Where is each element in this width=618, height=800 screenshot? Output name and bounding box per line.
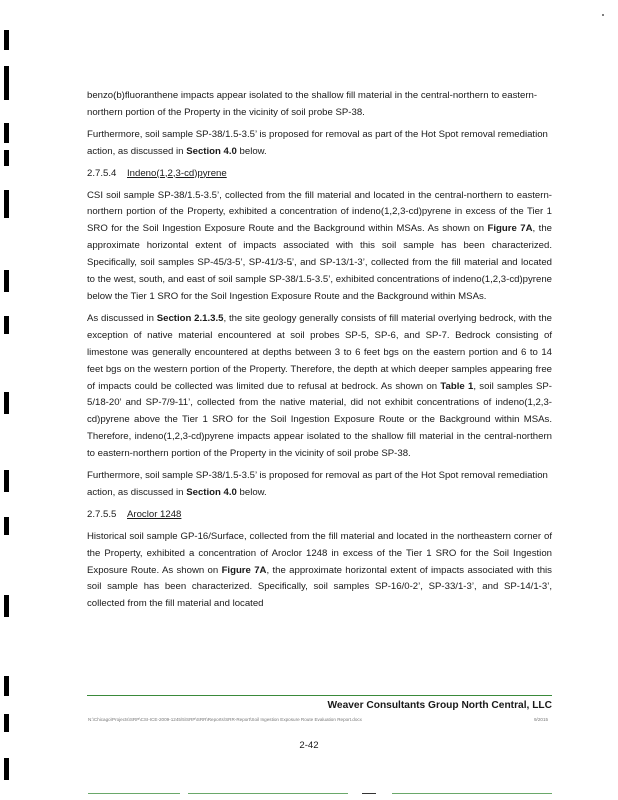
paragraph: benzo(b)fluoranthene impacts appear isolated to the shallow fill material in the central-northern to eastern-northern portion of the Property in the vicinity of soil probe SP-38. <box>87 90 538 118</box>
footer-date: 9/2015 <box>534 717 549 722</box>
scan-artifact-line <box>392 793 552 794</box>
footer-rule <box>87 695 552 696</box>
section-heading <box>87 166 552 183</box>
section-number: 2.7.5.4 <box>87 167 117 179</box>
footer-company-name: Weaver Consultants Group North Central, LLC <box>327 700 552 711</box>
section-heading <box>87 507 552 524</box>
section-number: 2.7.5.5 <box>87 508 117 520</box>
section-title: Indeno(1,2,3-cd)pyrene <box>127 167 227 179</box>
paragraph: As discussed in Section 2.1.3.5, the site geology generally consists of fill material overlying bedrock, with the exception of native material encountered at soil probes SP-5, SP-6, and SP-7. Bedrock consisting of limestone was generally encountered at depths between 3 to 6 feet bgs on the eastern portion and 6 to 14 feet bgs on the western portion of the Property. Therefore, the depth at which deeper samples appearing free of impacts could be collected was limited due to refusal at bedrock. As shown on Table 1, soil samples SP-5/18-20’ and SP-7/9-11’, collected from the native material, did not exhibit concentrations of indeno(1,2,3-cd)pyrene above the Tier 1 SRO for the Soil Ingestion Exposure Route or the Background within MSAs. Therefore, indeno(1,2,3-cd)pyrene impacts appear isolated to the shallow fill material in the central-northern to eastern-northern portion of the Property in the vicinity of soil probe SP-38. <box>87 312 553 460</box>
scan-edge-marks <box>4 0 12 800</box>
section-reference: Section 4.0 <box>186 145 237 157</box>
figure-reference: Figure 7A <box>221 564 267 576</box>
body-text <box>87 88 552 618</box>
section-reference: Section 2.1.3.5 <box>156 312 224 324</box>
section-title: Aroclor 1248 <box>127 508 182 520</box>
paragraph: Historical soil sample GP-16/Surface, collected from the fill material and located in the northeastern corner of the Property, exhibited a concentration of Aroclor 1248 in excess of the Tier 1 SRO for the Soil Ingestion Exposure Route. As shown on Figure 7A, the approximate horizontal extent of impacts associated with this soil sample has been characterized. Specifically, soil samples SP-16/0-2’, SP-33/1-3’, and SP-14/1-3’, collected from the fill material and located <box>87 530 552 610</box>
scan-artifact-line <box>88 793 180 794</box>
scan-artifact-line <box>362 793 376 794</box>
footer-file-path: N:\Chicago\Projects\SRP\CSI-ICE-2009-1245\5\SRP\SRR\Reports\SRR-Report\Soil Ingestion Exposure Route Evaluation Report.docx <box>88 717 362 722</box>
scan-artifact-line <box>188 793 348 794</box>
scan-speck <box>602 14 604 16</box>
paragraph: Furthermore, soil sample SP-38/1.5-3.5’ is proposed for removal as part of the Hot Spot removal remediation action, as discussed in Section 4.0 below. <box>87 470 548 498</box>
page-number: 2-42 <box>299 740 319 751</box>
paragraph: CSI soil sample SP-38/1.5-3.5’, collected from the fill material and located in the central-northern to eastern-northern portion of the Property, exhibited a concentration of indeno(1,2,3-cd)pyrene in excess of the Tier 1 SRO for the Soil Ingestion Exposure Route and the Background within MSAs. As shown on Figure 7A, the approximate horizontal extent of impacts associated with this soil sample has been characterized. Specifically, soil samples SP-45/3-5’, SP-41/3-5’, and SP-13/1-3’, collected from the fill material and located to the west, south, and east of soil sample SP-38/1.5-3.5’, exhibited concentrations of indeno(1,2,3-cd)pyrene below the Tier 1 SRO for the Soil Ingestion Exposure Route and the Background within MSAs. <box>87 189 552 302</box>
table-reference: Table 1 <box>440 380 474 392</box>
paragraph: Furthermore, soil sample SP-38/1.5-3.5’ is proposed for removal as part of the Hot Spot removal remediation action, as discussed in Section 4.0 below. <box>87 128 548 157</box>
figure-reference: Figure 7A <box>487 223 533 235</box>
section-reference: Section 4.0 <box>186 486 237 498</box>
